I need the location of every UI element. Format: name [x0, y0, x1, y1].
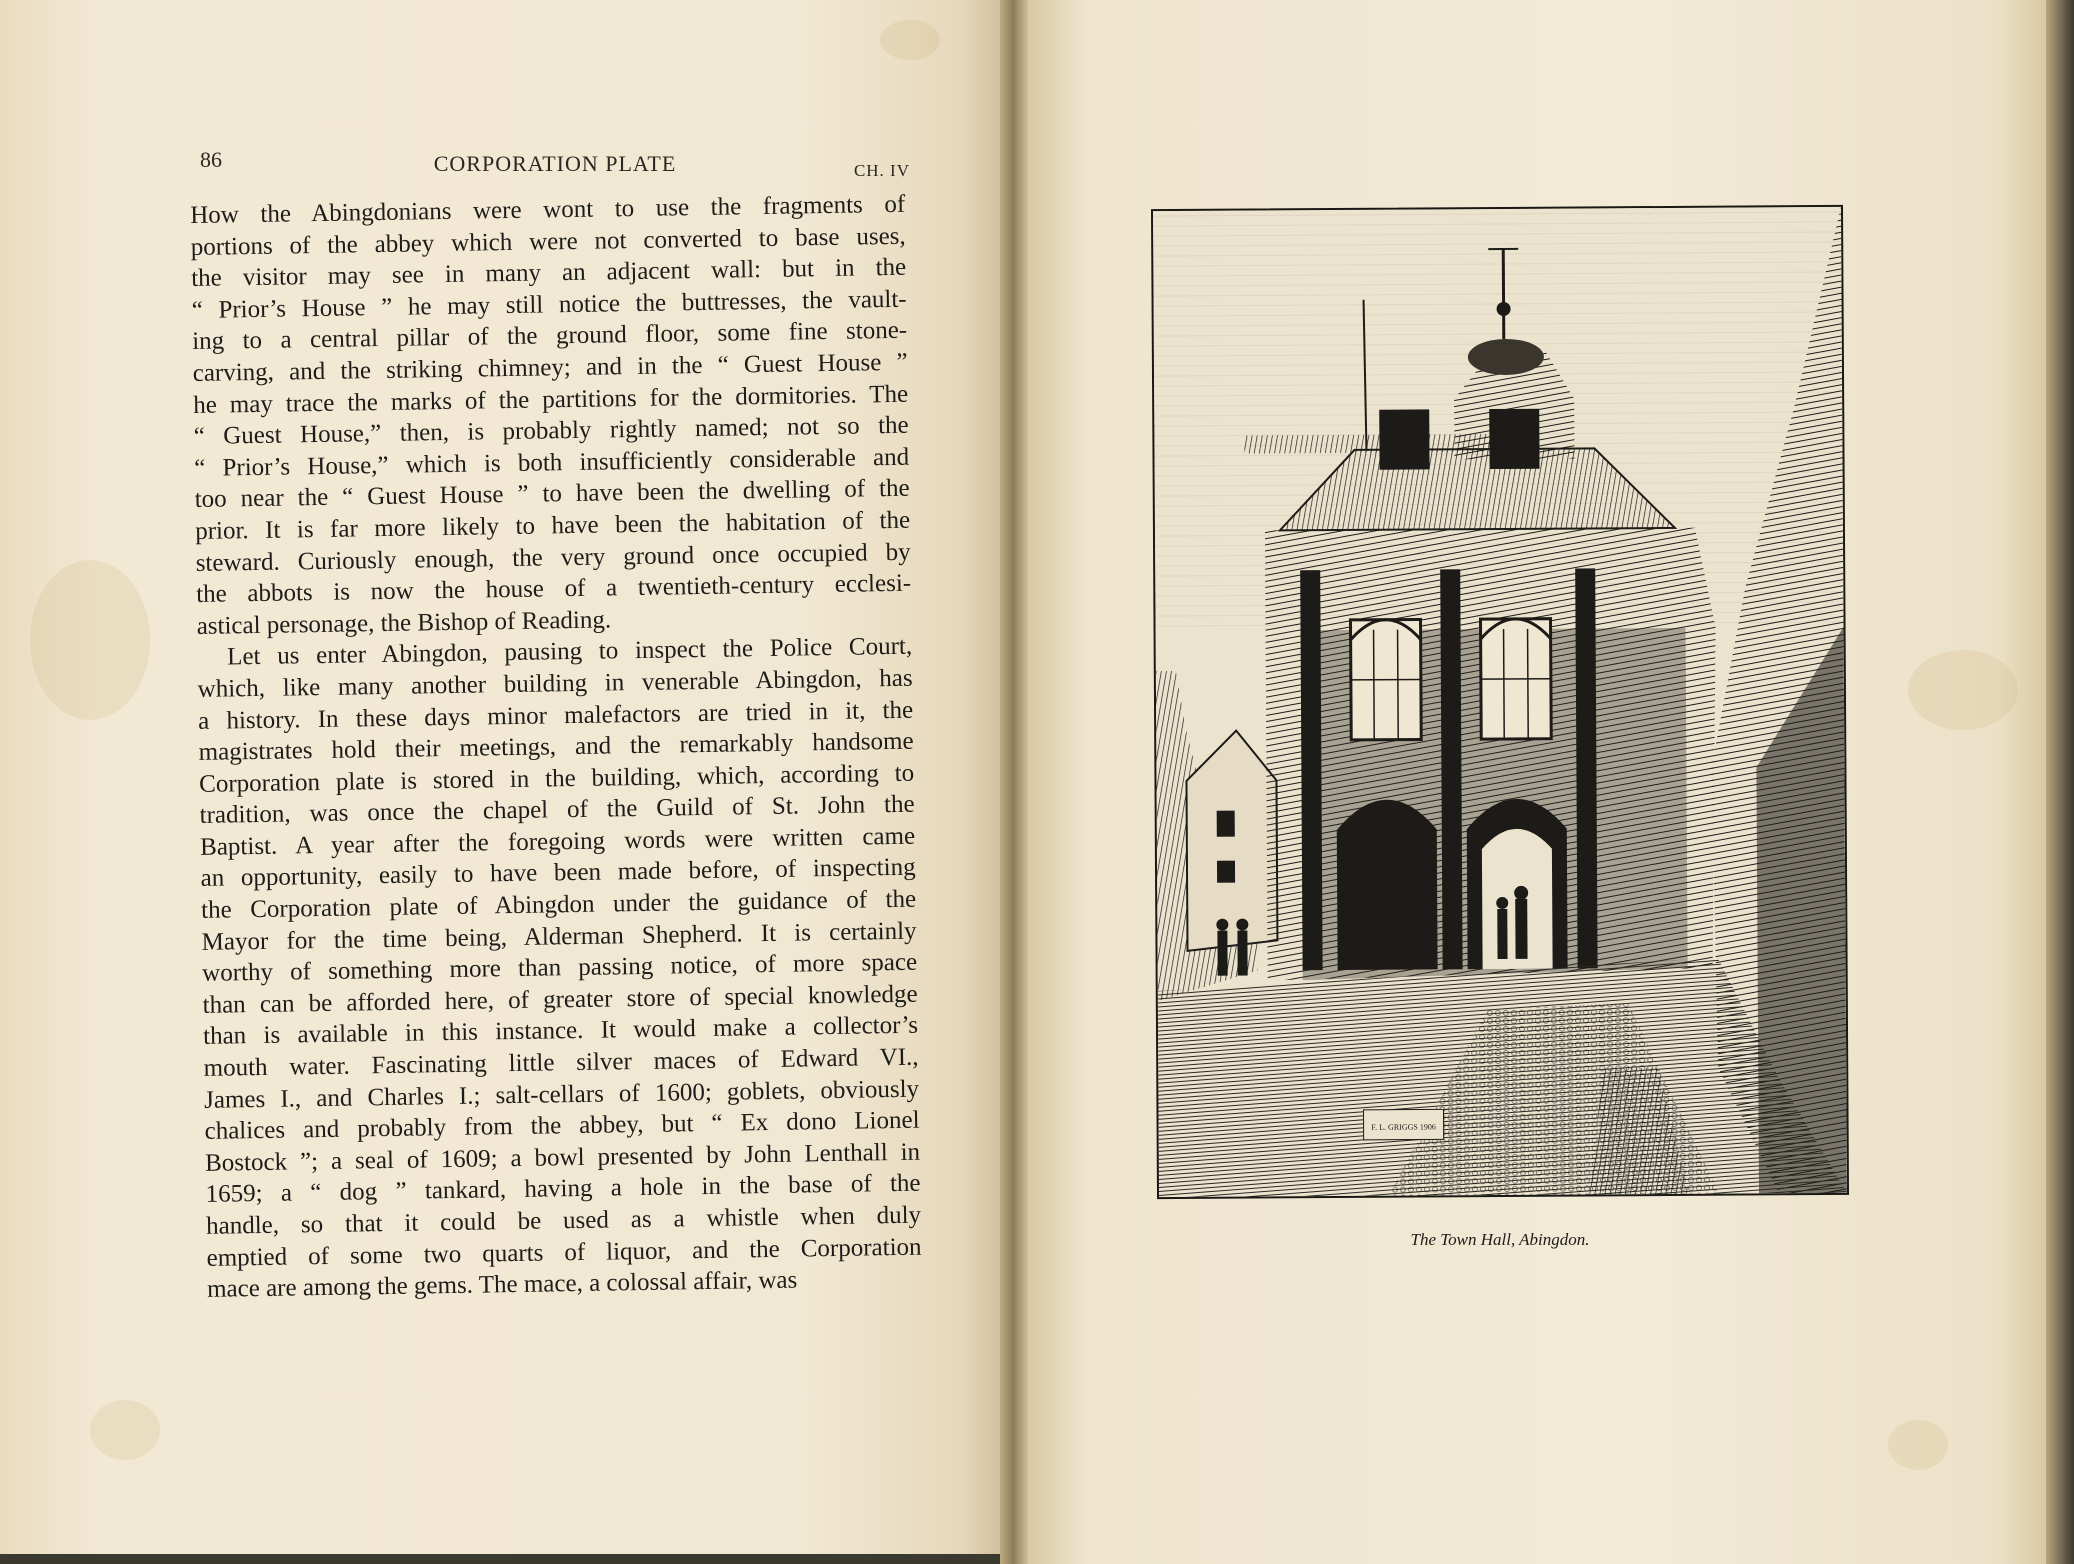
text-line: chalices and probably from the abbey, but “ Ex dono Lionel: [204, 1106, 920, 1146]
text-line: “ Prior’s House ” he may still notice the buttresses, the vault-: [191, 285, 907, 324]
text-line: James I., and Charles I.; salt-cellars of 1600; goblets, obviously: [203, 1075, 920, 1114]
text-line: “ Guest House,” then, is probably rightly named; not so the: [193, 411, 909, 451]
text-line: the abbots is now the house of a twentieth-century ecclesi-: [195, 569, 912, 609]
text-line: emptied of some two quarts of liquor, and the Corporation: [206, 1233, 922, 1272]
text-line: magistrates hold their meetings, and the remarkably handsome: [198, 727, 914, 767]
text-line: Baptist. A year after the foregoing words were written came: [199, 822, 916, 861]
text-line: mace are among the gems. The mace, a colossal affair, was: [206, 1266, 798, 1304]
book-gutter: [1000, 0, 1030, 1564]
text-line: astical personage, the Bishop of Reading.: [196, 606, 612, 640]
text-line: How the Abingdonians were wont to use the fragments of: [190, 190, 906, 229]
chapter-label: CH. IV: [853, 161, 910, 180]
text-line: which, like many another building in venerable Abingdon, has: [197, 664, 913, 703]
text-line: the visitor may see in many an adjacent wall: but in the: [191, 253, 907, 293]
text-line: the Corporation plate of Abingdon under the guidance of the: [200, 885, 917, 924]
text-line: worthy of something more than passing notice, of more space: [201, 948, 918, 988]
text-line: mouth water. Fascinating little silver maces of Edward VI.,: [203, 1043, 919, 1082]
text-line: prior. It is far more likely to have been the habitation of the: [194, 506, 911, 545]
text-line: Mayor for the time being, Alderman Shepherd. It is certainly: [201, 917, 917, 956]
page-number: 86: [200, 147, 222, 172]
text-line: than is available in this instance. It would make a collector’s: [202, 1012, 919, 1051]
text-line: ing to a central pillar of the ground floor, some fine stone-: [192, 317, 908, 356]
text-line: portions of the abbey which were not converted to base uses,: [190, 222, 906, 261]
running-head: [200, 145, 910, 185]
text-line: carving, and the striking chimney; and in the “ Guest House ”: [192, 348, 908, 387]
book-edge: [2046, 0, 2074, 1564]
text-line: “ Prior’s House,” which is both insufficiently considerable and: [194, 443, 910, 482]
text-line: than can be afforded here, of greater store of special knowledge: [202, 980, 918, 1019]
text-line: a history. In these days minor malefactors are tried in it, the: [197, 696, 914, 735]
illustration-caption: The Town Hall, Abingdon.: [1410, 1230, 1590, 1249]
page-body-text: [190, 189, 922, 1306]
text-line: Let us enter Abingdon, pausing to inspect the Police Court,: [226, 633, 913, 671]
show-through-text: [1130, 150, 1910, 173]
illustration-town-hall: [1151, 205, 1849, 1199]
text-line: Bostock ”; a seal of 1609; a bowl presented by John Lenthall in: [204, 1138, 921, 1177]
illustration-signature: F. L. GRIGGS 1906: [1371, 1122, 1436, 1132]
text-line: 1659; a “ dog ” tankard, having a hole in the base of the: [205, 1170, 921, 1209]
text-line: Corporation plate is stored in the building, which, according to: [198, 759, 915, 798]
running-title: CORPORATION PLATE: [433, 151, 677, 176]
text-line: steward. Curiously enough, the very ground once occupied by: [195, 538, 911, 577]
text-line: he may trace the marks of the partitions for the dormitories. The: [193, 380, 909, 419]
text-line: an opportunity, easily to have been made before, of inspecting: [200, 854, 916, 893]
text-line: too near the “ Guest House ” to have been the dwelling of the: [194, 475, 910, 514]
text-line: tradition, was once the chapel of the Guild of St. John the: [199, 790, 915, 830]
text-line: handle, so that it could be used as a whistle when duly: [205, 1201, 922, 1240]
